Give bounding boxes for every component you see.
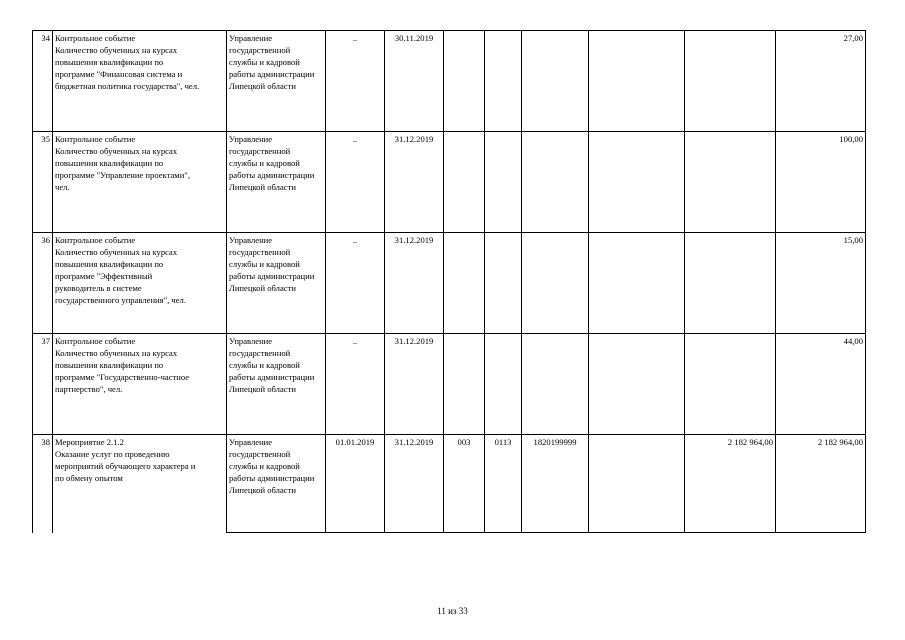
target-code-cell xyxy=(522,31,589,132)
expense-type-cell xyxy=(589,233,685,334)
executor-cell: Управление государственной службы и кадровой работы администрации Липецкой области xyxy=(227,132,326,233)
events-table xyxy=(32,30,866,533)
start-date-cell: .. xyxy=(326,334,385,435)
executor-cell: Управление государственной службы и кадровой работы администрации Липецкой области xyxy=(227,334,326,435)
section-code-cell xyxy=(485,233,522,334)
amount-cell: 2 182 964,00 xyxy=(685,435,776,533)
start-date-cell: 01.01.2019 xyxy=(326,435,385,533)
row-number-cell: 34 xyxy=(33,31,53,132)
end-date-cell: 31.12.2019 xyxy=(385,435,444,533)
event-name-cell: Контрольное событие Количество обученных на курсах повышения квалификации по программе "Государственно-частное партнерство", чел. xyxy=(53,334,227,435)
end-date-cell: 31.12.2019 xyxy=(385,233,444,334)
executor-cell: Управление государственной службы и кадровой работы администрации Липецкой области xyxy=(227,31,326,132)
section-code-cell xyxy=(485,334,522,435)
end-date-cell: 31.12.2019 xyxy=(385,132,444,233)
total-amount-cell: 27,00 xyxy=(776,31,866,132)
grbs-code-cell xyxy=(444,233,485,334)
grbs-code-cell xyxy=(444,31,485,132)
expense-type-cell xyxy=(589,132,685,233)
amount-cell xyxy=(685,132,776,233)
target-code-cell xyxy=(522,334,589,435)
grbs-code-cell xyxy=(444,334,485,435)
section-code-cell xyxy=(485,31,522,132)
table-row xyxy=(33,132,866,233)
amount-cell xyxy=(685,334,776,435)
row-number-cell: 38 xyxy=(33,435,53,533)
row-number-cell: 37 xyxy=(33,334,53,435)
expense-type-cell xyxy=(589,334,685,435)
section-code-cell: 0113 xyxy=(485,435,522,533)
row-number-cell: 36 xyxy=(33,233,53,334)
amount-cell xyxy=(685,233,776,334)
event-name-cell: Мероприятие 2.1.2 Оказание услуг по проведению мероприятий обучающего характера и по обмену опытом xyxy=(53,435,227,533)
target-code-cell: 1820199999 xyxy=(522,435,589,533)
total-amount-cell: 100,00 xyxy=(776,132,866,233)
row-number-cell: 35 xyxy=(33,132,53,233)
event-name-cell: Контрольное событие Количество обученных на курсах повышения квалификации по программе "Эффективный руководитель в системе государственного управления", чел. xyxy=(53,233,227,334)
target-code-cell xyxy=(522,233,589,334)
start-date-cell: .. xyxy=(326,132,385,233)
section-code-cell xyxy=(485,132,522,233)
end-date-cell: 31.12.2019 xyxy=(385,334,444,435)
executor-cell: Управление государственной службы и кадровой работы администрации Липецкой области xyxy=(227,233,326,334)
total-amount-cell: 15,00 xyxy=(776,233,866,334)
table-row xyxy=(33,31,866,132)
event-name-cell: Контрольное событие Количество обученных на курсах повышения квалификации по программе "Управление проектами", чел. xyxy=(53,132,227,233)
start-date-cell: .. xyxy=(326,233,385,334)
table-row xyxy=(33,334,866,435)
event-name-cell: Контрольное событие Количество обученных на курсах повышения квалификации по программе "Финансовая система и бюджетная политика государства", чел. xyxy=(53,31,227,132)
executor-cell: Управление государственной службы и кадровой работы администрации Липецкой области xyxy=(227,435,326,533)
end-date-cell: 30.11.2019 xyxy=(385,31,444,132)
grbs-code-cell: 003 xyxy=(444,435,485,533)
expense-type-cell xyxy=(589,31,685,132)
grbs-code-cell xyxy=(444,132,485,233)
start-date-cell: .. xyxy=(326,31,385,132)
expense-type-cell xyxy=(589,435,685,533)
target-code-cell xyxy=(522,132,589,233)
total-amount-cell: 2 182 964,00 xyxy=(776,435,866,533)
amount-cell xyxy=(685,31,776,132)
table-row xyxy=(33,435,866,533)
total-amount-cell: 44,00 xyxy=(776,334,866,435)
table-row xyxy=(33,233,866,334)
page-number: 11 из 33 xyxy=(437,606,468,616)
